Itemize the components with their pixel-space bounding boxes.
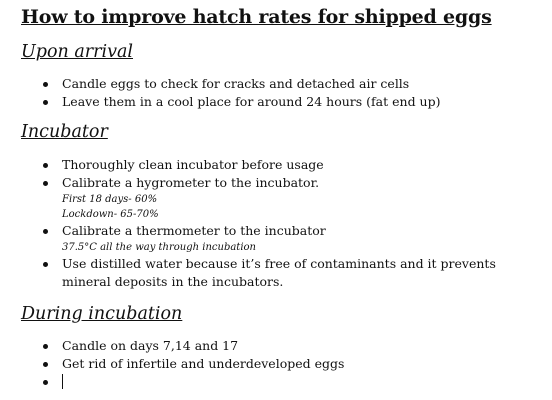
incubator-list <box>40 156 520 291</box>
list-item[interactable] <box>40 156 520 174</box>
hygrometer-note-lockdown: Lockdown- 65-70% <box>62 209 159 220</box>
bullet-icon <box>43 262 48 267</box>
list-item-text: Candle eggs to check for cracks and detached air cells <box>62 76 410 91</box>
list-item-text: Thoroughly clean incubator before usage <box>62 157 324 172</box>
hygrometer-note-first-18-days: First 18 days- 60% <box>62 194 158 205</box>
bullet-icon <box>43 181 48 186</box>
bullet-icon <box>43 380 48 385</box>
list-item-text: Get rid of infertile and underdeveloped eggs <box>62 356 345 371</box>
bullet-icon <box>43 344 48 349</box>
bullet-icon <box>43 163 48 168</box>
list-item-text: Leave them in a cool place for around 24 hours (fat end up) <box>62 94 441 109</box>
during-incubation-list <box>40 337 520 391</box>
list-item[interactable] <box>40 355 520 373</box>
bullet-icon <box>43 362 48 367</box>
list-item[interactable] <box>40 93 520 111</box>
list-item-text: Calibrate a thermometer to the incubator <box>62 223 326 238</box>
list-item-text: Calibrate a hygrometer to the incubator. <box>62 175 320 190</box>
section-heading-during-incubation: During incubation <box>21 304 183 324</box>
list-item-text: Use distilled water because it’s free of contaminants and it prevents mineral deposits in the incubators. <box>62 256 496 289</box>
list-item[interactable] <box>40 222 520 255</box>
list-item[interactable] <box>40 174 520 222</box>
list-item-text: Candle on days 7,14 and 17 <box>62 338 239 353</box>
section-heading-incubator: Incubator <box>21 122 108 142</box>
list-item-editing[interactable] <box>40 373 520 391</box>
text-cursor <box>62 374 63 389</box>
list-item[interactable] <box>40 255 520 291</box>
section-heading-upon-arrival: Upon arrival <box>21 42 133 62</box>
document-title: How to improve hatch rates for shipped eggs <box>21 6 492 28</box>
list-item[interactable] <box>40 75 520 93</box>
bullet-icon <box>43 100 48 105</box>
upon-arrival-list <box>40 75 520 111</box>
list-item[interactable] <box>40 337 520 355</box>
thermometer-note: 37.5°C all the way through incubation <box>62 242 256 253</box>
bullet-icon <box>43 82 48 87</box>
bullet-icon <box>43 229 48 234</box>
